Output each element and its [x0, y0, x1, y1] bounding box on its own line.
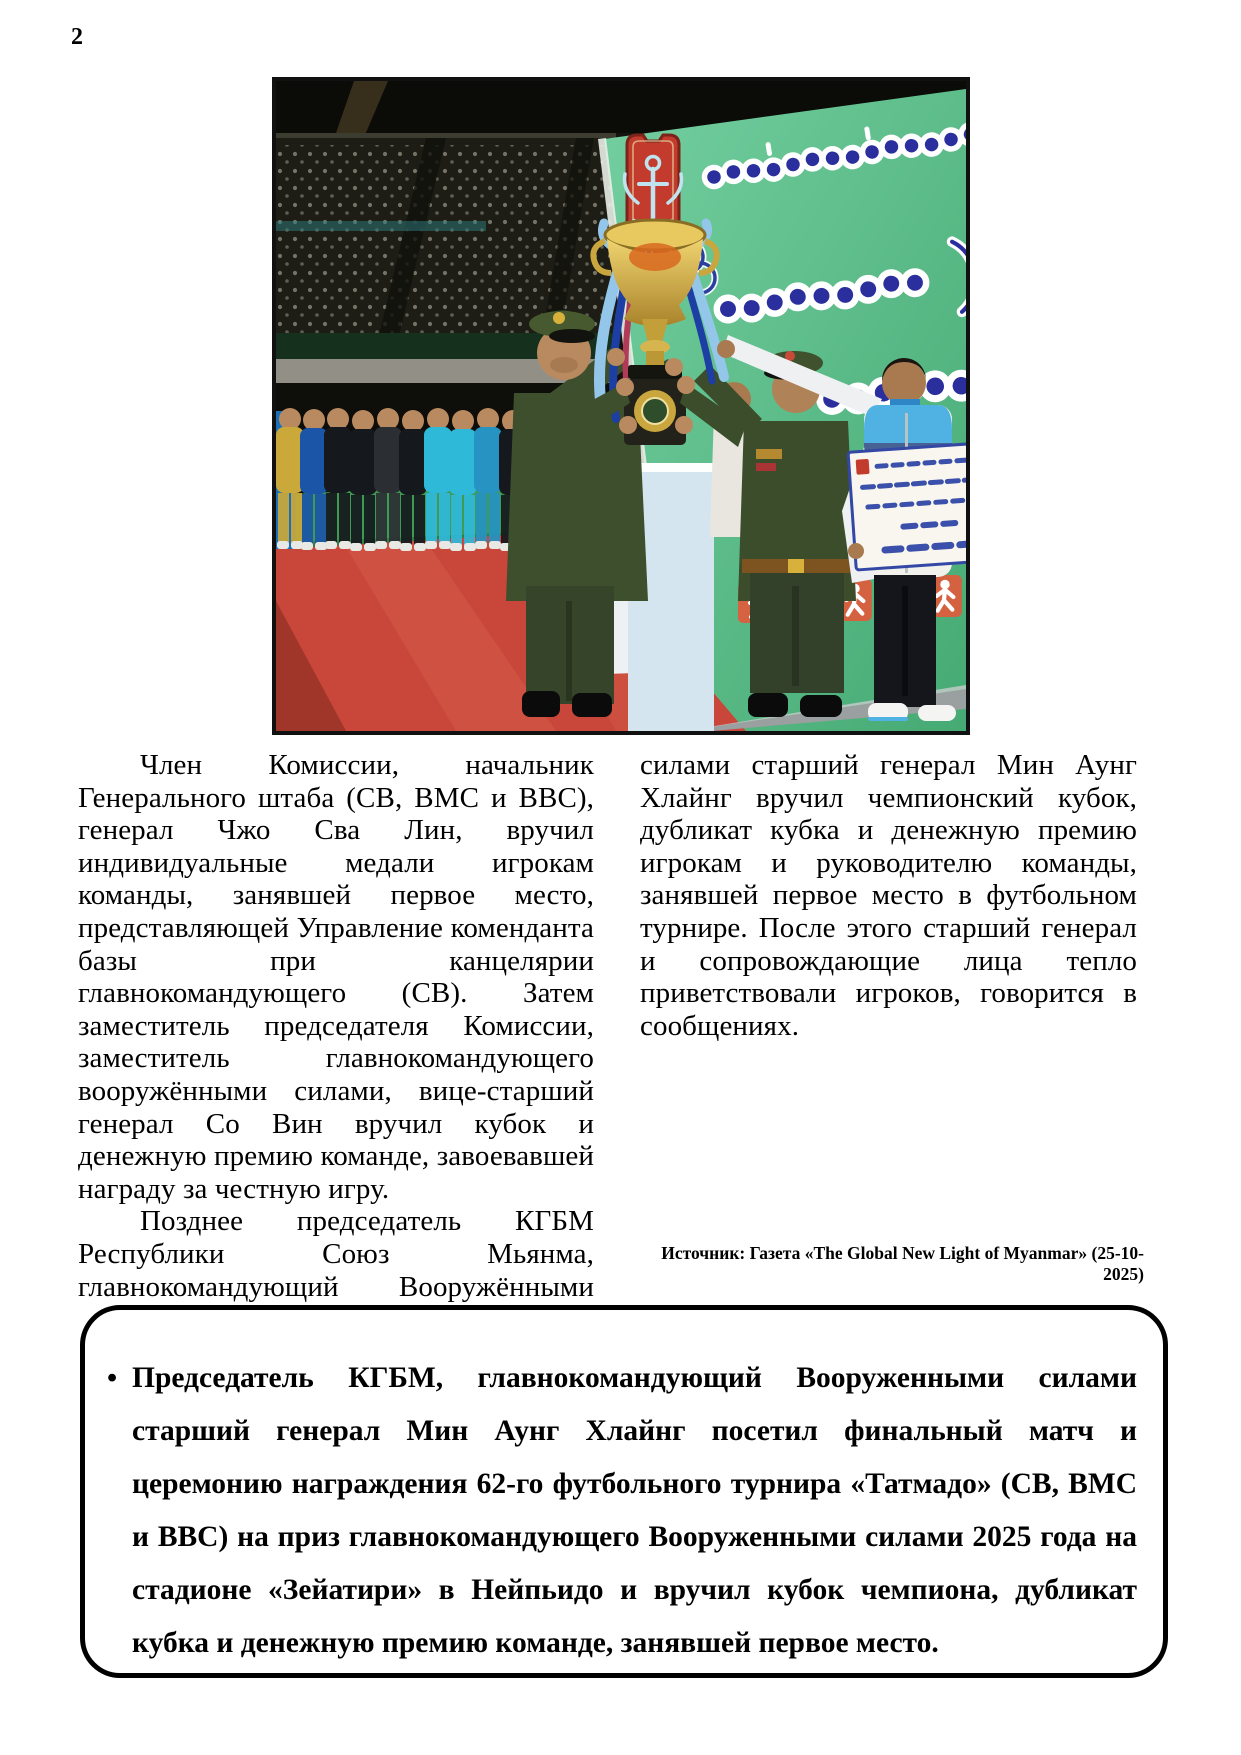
- summary-text: Председатель КГБМ, главнокомандующий Вооруженными силами старший генерал Мин Аунг Хлайнг посетил финальный матч и церемонию награждения 62-го футбольного турнира «Татмадо» (СВ, ВМС и ВВС) на приз главнокомандующего Вооруженными силами 2025 года на стадионе «Зейатири» в Нейпьидо и вручил кубок чемпиона, дубликат кубка и денежную премию команде, занявшей первое место.: [132, 1362, 1137, 1659]
- prize-check-board: [848, 442, 966, 570]
- article-paragraph-2-continued: силами старший генерал Мин Аунг Хлайнг вручил чемпионский кубок, дубликат кубка и денежную премию игрокам и руководителю команды, занявшей первое место в футбольном турнире. После этого старший генерал и сопровождающие лица тепло приветствовали игроков, говорится в сообщениях.: [640, 749, 1137, 1042]
- article-right-column: [640, 749, 1137, 1042]
- bullet-marker: •: [107, 1362, 118, 1394]
- ceremony-photo-scene: [276, 81, 966, 731]
- article-left-column: [78, 749, 594, 1303]
- source-line: Источник: Газета «The Global New Light of Myanmar» (25-10-2025): [661, 1243, 1144, 1284]
- article-paragraph-1: Член Комиссии, начальник Генерального штаба (СВ, ВМС и ВВС), генерал Чжо Сва Лин, вручил индивидуальные медали игрокам команды, занявшей первое место, представляющей Управление коменданта базы при канцелярии главнокомандующего (СВ). Затем заместитель председателя Комиссии, заместитель главнокомандующего вооружёнными силами, вице-старший генерал Со Вин вручил кубок и денежную премию команде, завоевавшей награду за честную игру.: [78, 749, 594, 1205]
- award-ceremony-photo: [272, 77, 970, 735]
- page-number: 2: [71, 24, 83, 50]
- article-paragraph-2-start: Позднее председатель КГБМ Республики Союз Мьянма, главнокомандующий Вооружёнными: [78, 1205, 594, 1303]
- summary-box: [80, 1305, 1168, 1678]
